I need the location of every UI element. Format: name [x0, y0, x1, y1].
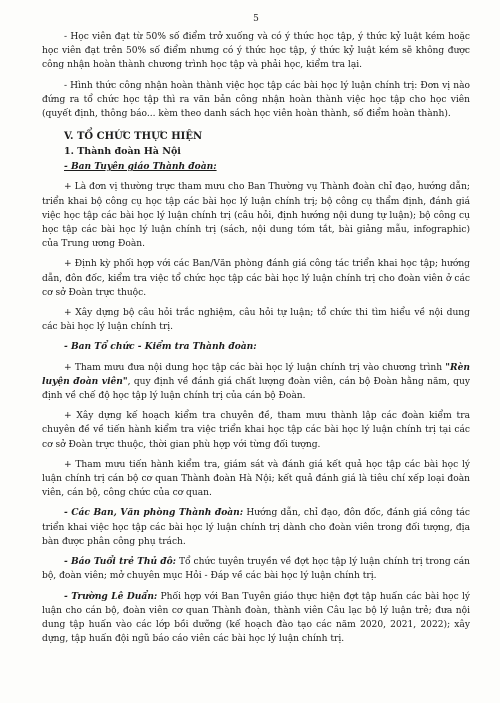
intro-paragraph-1: - Học viên đạt từ 50% số điểm trở xuống và có ý thức học tập, ý thức kỷ luật kém hoặc học viên đạt trên 50% số điểm nhưng có ý thức học tập, ý thức kỷ luật kém sẽ không được công nhận hoàn thành chương trình học tập và phải học, kiểm tra lại. [42, 32, 470, 71]
ban-to-chuc-heading [42, 340, 470, 354]
ban-tuyen-giao-heading-text: - Ban Tuyên giáo Thành đoàn: [64, 161, 217, 173]
ban-tuyen-giao-item-2: + Định kỳ phối hợp với các Ban/Văn phòng đánh giá công tác triển khai học tập; hướng dẫn, đôn đốc, kiểm tra việc tổ chức học tập các bài học lý luận chính trị cho đoàn viên ở các cơ sở Đoàn trực thuộc. [42, 259, 470, 298]
page-number: 5 [253, 14, 259, 24]
ban-tuyen-giao-item-1: + Là đơn vị thường trực tham mưu cho Ban Thường vụ Thành đoàn chỉ đạo, hướng dẫn; triển khai bộ công cụ học tập các bài học lý luận chính trị; bộ công cụ thẩm định, đánh giá việc học tập các bài học lý luận chính trị (câu hỏi, định hướng nội dung tự luận); bộ công cụ học tập các bài học lý luận chính trị (sách, nội dung tóm tắt, bài giảng mẫu, infographic) của Trung ương Đoàn. [42, 182, 470, 250]
truong-le-duan-text: Phối hợp với Ban Tuyên giáo thực hiện đợt tập huấn các bài học lý luận cho cán bộ, đoàn viên cơ quan Thành đoàn, thành viên Câu lạc bộ lý luận trẻ; đưa nội dung tập huấn vào các lớp bồi dưỡng (kế hoạch đào tạo các năm 2020, 2021, 2022); xây dựng, tập huấn đội ngũ báo cáo viên các bài học lý luận chính trị. [42, 591, 470, 645]
ban-to-chuc-item-1-pre: + Tham mưu đưa nội dung học tập các bài học lý luận chính trị vào chương trình [64, 362, 446, 373]
ban-to-chuc-item-2: + Xây dựng kế hoạch kiểm tra chuyên đề, tham mưu thành lập các đoàn kiểm tra chuyên đề về tiến hành kiểm tra việc triển khai học tập các bài học lý luận chính trị tại các cơ sở Đoàn trực thuộc, thời gian phù hợp với từng đối tượng. [42, 411, 470, 450]
ban-to-chuc-heading-text: - Ban Tổ chức - Kiểm tra Thành đoàn: [64, 341, 257, 353]
intro-paragraph-2: - Hình thức công nhận hoàn thành việc học tập các bài học lý luận chính trị: Đơn vị nào đứng ra tổ chức học tập thì ra văn bản công nhận hoàn thành việc học tập cho học viên (quyết định, thông báo... kèm theo danh sách học viên hoàn thành, số điểm hoàn thành). [42, 80, 470, 120]
bao-tuoi-tre-lead: - Báo Tuổi trẻ Thủ đô: [64, 556, 177, 568]
section-title: V. TỔ CHỨC THỰC HIỆN [64, 131, 203, 143]
ban-to-chuc-item-3: + Tham mưu tiến hành kiểm tra, giám sát và đánh giá kết quả học tập các bài học lý luận chính trị cán bộ cơ quan Thành đoàn Hà Nội; kết quả đánh giá là tiêu chí xếp loại đoàn viên, cán bộ, công chức của cơ quan. [42, 459, 470, 499]
cac-ban-paragraph [42, 506, 470, 549]
ban-to-chuc-item-1-italic: "Rèn luyện đoàn viên" [42, 361, 470, 387]
truong-le-duan-lead: - Trường Lê Duẩn: [64, 590, 158, 602]
subsection-title: 1. Thành đoàn Hà Nội [64, 146, 181, 158]
truong-le-duan-paragraph [42, 590, 470, 647]
cac-ban-lead: - Các Ban, Văn phòng Thành đoàn: [64, 507, 244, 519]
ban-tuyen-giao-item-3: + Xây dựng bộ câu hỏi trắc nghiệm, câu hỏi tự luận; tổ chức thi tìm hiểu về nội dung các bài học lý luận chính trị. [42, 308, 470, 333]
bao-tuoi-tre-paragraph [42, 555, 470, 583]
ban-to-chuc-item-1 [42, 361, 470, 404]
ban-to-chuc-item-1-post: , quy định về đánh giá chất lượng đoàn viên, cán bộ Đoàn hằng năm, quy định về chế độ học tập lý luận chính trị của cán bộ Đoàn. [42, 376, 470, 402]
bao-tuoi-tre-text: Tổ chức tuyên truyền về đợt học tập lý luận chính trị trong cán bộ, đoàn viên; mở chuyên mục Hỏi - Đáp về các bài học lý luận chính trị. [42, 557, 470, 582]
cac-ban-text: Hướng dẫn, chỉ đạo, đôn đốc, đánh giá công tác triển khai việc học tập các bài học lý luận chính trị dành cho đoàn viên trong đối tượng, địa bàn được phân công phụ trách. [42, 508, 471, 547]
ban-tuyen-giao-heading [42, 160, 470, 174]
